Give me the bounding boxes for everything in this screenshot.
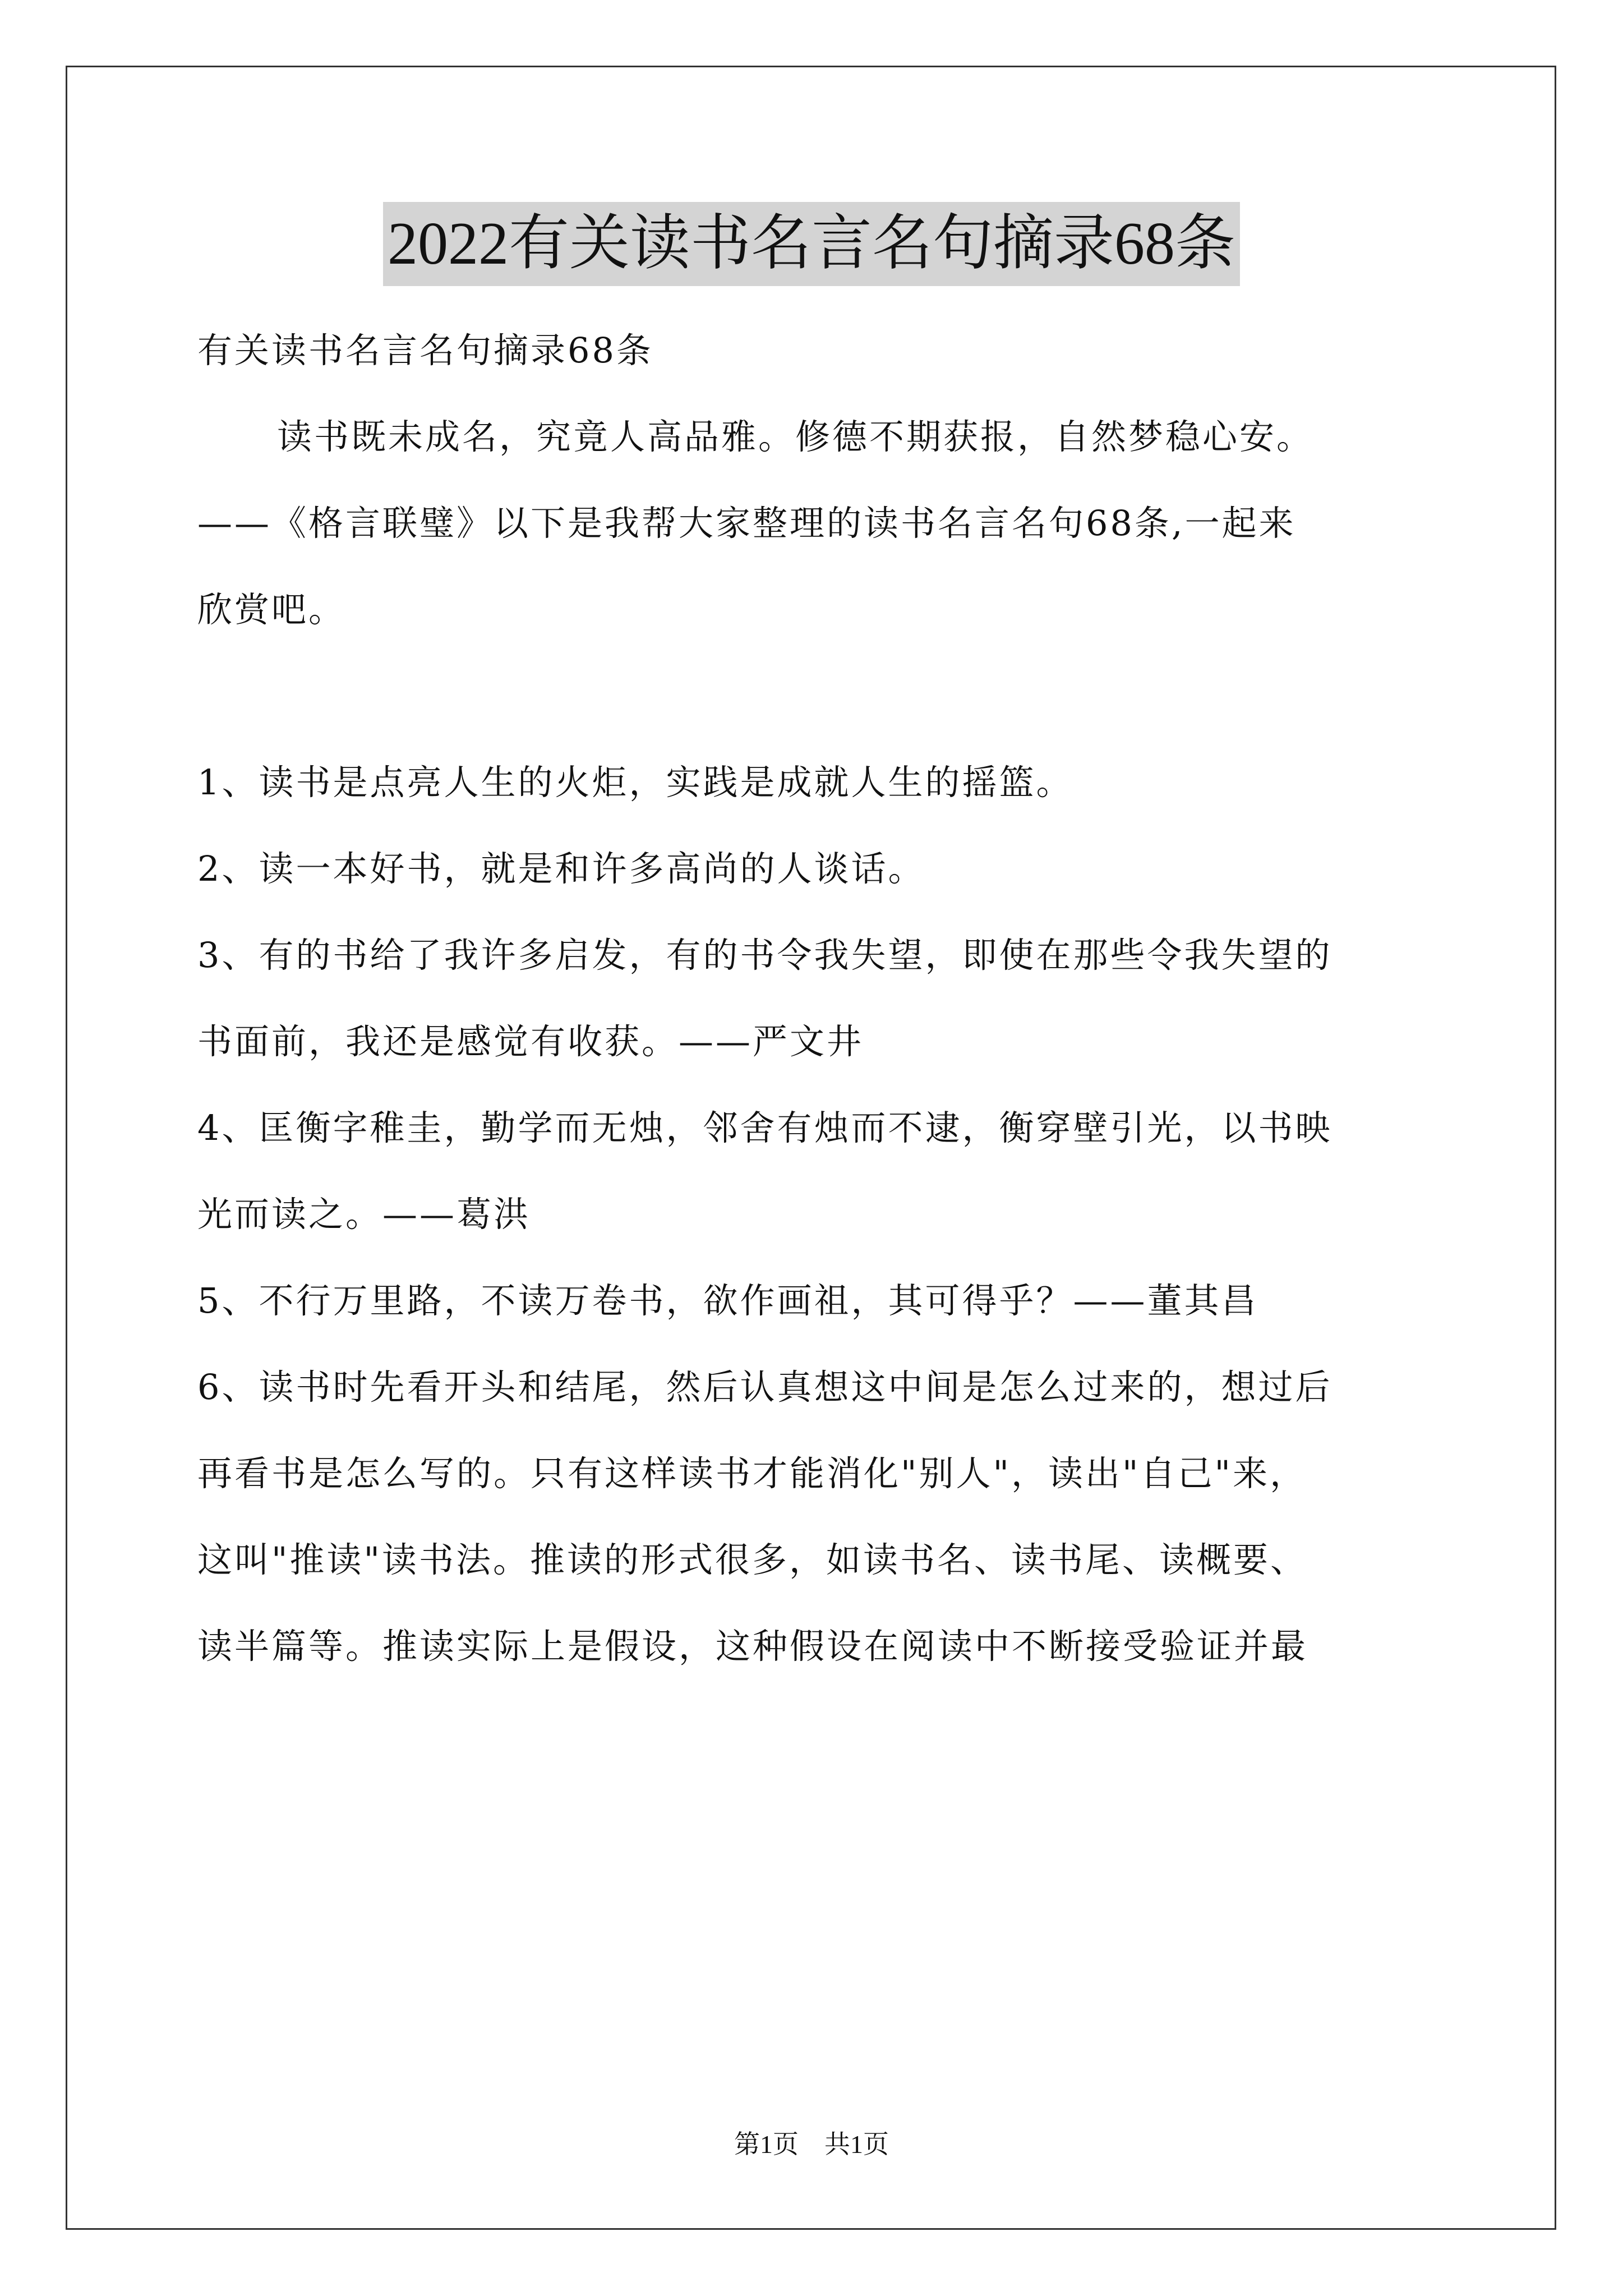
text-line: 再看书是怎么写的。只有这样读书才能消化"别人"，读出"自己"来， xyxy=(197,1453,1307,1494)
text-line: 书面前，我还是感觉有收获。——严文井 xyxy=(197,1021,864,1062)
text-line: 3、有的书给了我许多启发，有的书令我失望，即使在那些令我失望的 xyxy=(197,935,1332,976)
text-line: 读半篇等。推读实际上是假设，这种假设在阅读中不断接受验证并最 xyxy=(197,1626,1308,1667)
text-line: 这叫"推读"读书法。推读的形式很多，如读书名、读书尾、读概要、 xyxy=(197,1539,1308,1580)
page-footer: 第1页 共1页 xyxy=(734,2130,889,2159)
text-line: 光而读之。——葛洪 xyxy=(197,1194,531,1235)
text-line: ——《格言联璧》以下是我帮大家整理的读书名言名句68条,一起来 xyxy=(197,503,1296,544)
text-line: 有关读书名言名句摘录68条 xyxy=(197,330,653,371)
text-line: 1、读书是点亮人生的火炬，实践是成就人生的摇篮。 xyxy=(197,762,1073,803)
text-line: 欣赏吧。 xyxy=(197,589,346,630)
title-container xyxy=(0,202,1623,286)
blank-line xyxy=(197,653,1437,739)
text-line: 读书既未成名，究竟人高品雅。修德不期获报，自然梦稳心安。 xyxy=(277,416,1314,457)
document-title: 2022有关读书名言名句摘录68条 xyxy=(383,202,1240,286)
document-body xyxy=(197,307,1437,1690)
text-line: 6、读书时先看开头和结尾，然后认真想这中间是怎么过来的，想过后 xyxy=(197,1366,1332,1407)
text-line: 4、匡衡字稚圭，勤学而无烛，邻舍有烛而不逮，衡穿壁引光，以书映 xyxy=(197,1107,1332,1148)
text-line: 5、不行万里路，不读万卷书，欲作画祖，其可得乎？——董其昌 xyxy=(197,1280,1258,1321)
text-line: 2、读一本好书，就是和许多高尚的人谈话。 xyxy=(197,848,925,889)
